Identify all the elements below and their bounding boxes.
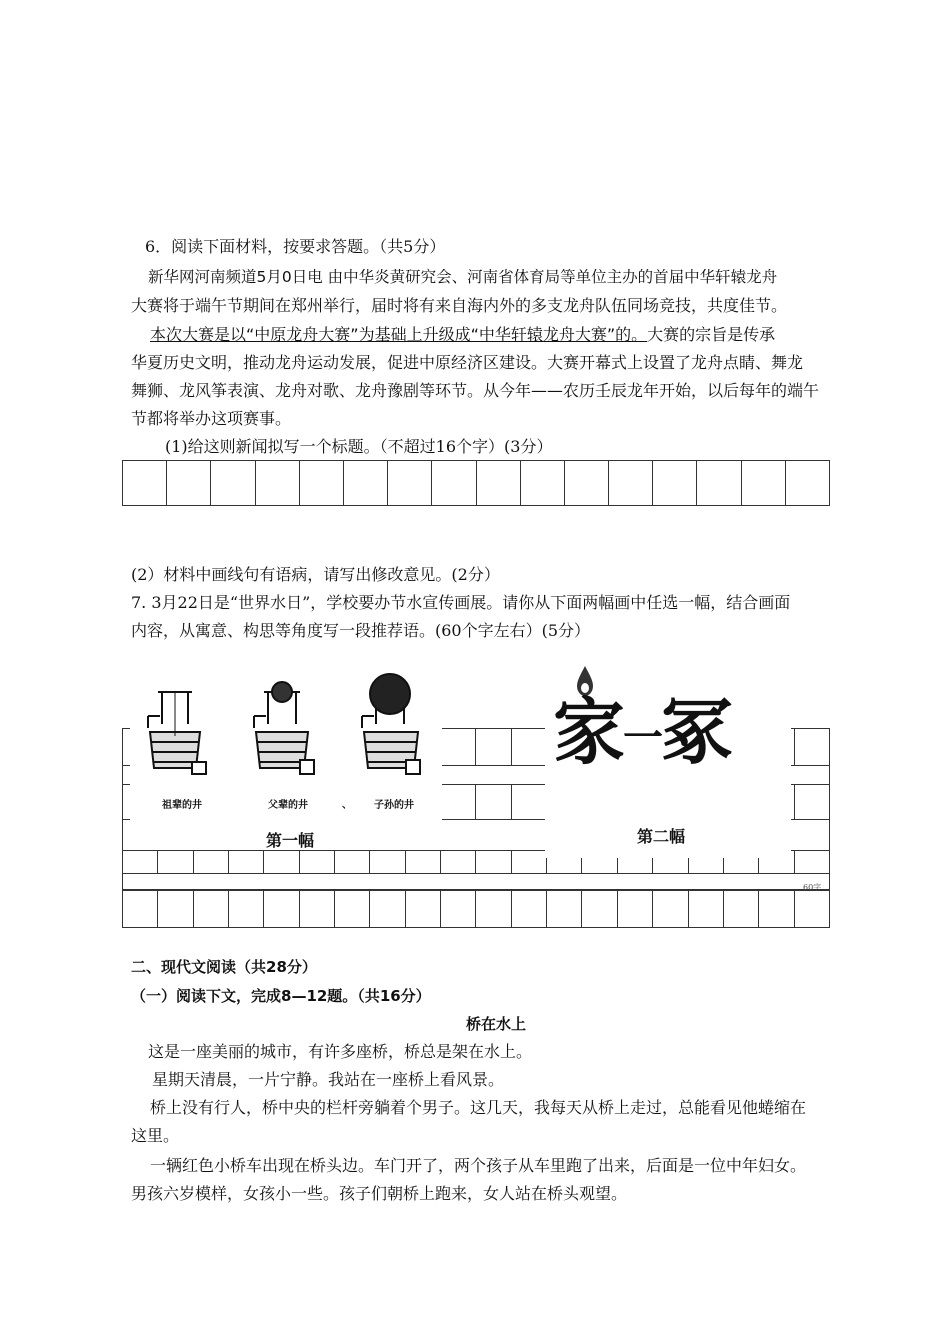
q6-para2-rest: 大赛的宗旨是传承	[647, 325, 776, 344]
q6-para1-line2: 大赛将于端午节期间在郑州举行，届时将有来自海内外的多支龙舟队伍同场竞技，共度佳节。	[131, 296, 788, 315]
grid-cell[interactable]	[742, 461, 786, 505]
grid-cell[interactable]	[786, 461, 829, 505]
q7-line1: 7. 3月22日是“世界水日”，学校要办节水宣传画展。请你从下面两幅画中任选一幅，结合画面	[131, 593, 791, 612]
grid-cell[interactable]	[256, 461, 300, 505]
well-icon	[148, 692, 206, 774]
word-count-marker: 60字	[803, 883, 822, 892]
q6-heading: 6．阅读下面材料，按要求答题。（共5分）	[145, 237, 446, 256]
q6-para2-line3: 舞狮、龙风筝表演、龙舟对歌、龙舟豫剧等环节。从今年——农历壬辰龙年开始，以后每年的端午	[131, 381, 820, 400]
q6-para2-line4: 节都将举办这项赛事。	[131, 409, 292, 428]
q6-para2-line1	[150, 324, 775, 346]
grid-cell[interactable]	[521, 461, 565, 505]
calligraphy-zhong: 冢	[661, 689, 732, 774]
section2-part1: （一）阅读下文，完成8—12题。（共16分）	[131, 987, 431, 1005]
grid-cell[interactable]	[697, 461, 741, 505]
article-p2: 星期天清晨，一片宁静。我站在一座桥上看风景。	[152, 1070, 505, 1089]
well-label-parents: 父辈的井	[268, 800, 308, 811]
grid-cell[interactable]	[609, 461, 653, 505]
well-icon	[254, 682, 314, 774]
picture-two-caption: 第二幅	[637, 827, 686, 846]
picture-one-wells	[130, 672, 442, 850]
grid-cell[interactable]	[167, 461, 211, 505]
q6-sub2: (2）材料中画线句有语病，请写出修改意见。(2分）	[131, 565, 500, 584]
well-label-grandparents: 祖辈的井	[162, 800, 202, 811]
picture-one-caption: 第一幅	[266, 831, 315, 850]
article-title: 桥在水上	[466, 1015, 527, 1033]
well-label-separator: 、	[342, 800, 352, 811]
article-p3-line2: 这里。	[131, 1126, 180, 1145]
article-p4-line2: 男孩六岁模样，女孩小一些。孩子们朝桥上跑来，女人站在桥头观望。	[131, 1184, 628, 1203]
q6-para2-line2: 华夏历史文明，推动龙舟运动发展，促进中原经济区建设。大赛开幕式上设置了龙舟点睛、舞龙	[131, 353, 804, 372]
grid-cell[interactable]	[211, 461, 255, 505]
calligraphy-row	[553, 689, 732, 778]
article-p1: 这是一座美丽的城市，有许多座桥，桥总是架在水上。	[148, 1042, 533, 1061]
q7-line2: 内容，从寓意、构思等角度写一段推荐语。(60个字左右）(5分）	[131, 621, 591, 640]
grid-cell[interactable]	[344, 461, 388, 505]
grid-cell[interactable]	[300, 461, 344, 505]
grid-row	[122, 890, 830, 928]
q6-para1-line1: 新华网河南频道5月0日电 由中华炎黄研究会、河南省体育局等单位主办的首届中华轩辕龙舟	[148, 268, 778, 286]
calligraphy-dash: 一	[623, 714, 662, 761]
q6-underlined-sentence: 本次大赛是以“中原龙舟大赛”为基础上升级成“中华轩辕龙舟大赛”的。	[150, 325, 648, 344]
section2-title: 二、现代文阅读（共28分）	[131, 958, 317, 976]
well-icon	[362, 674, 420, 774]
grid-cell[interactable]	[123, 461, 167, 505]
grid-cell[interactable]	[388, 461, 432, 505]
wells-illustration	[130, 672, 442, 850]
title-answer-grid[interactable]	[122, 460, 830, 506]
well-label-descendants: 子孙的井	[374, 800, 414, 811]
picture-two-calligraphy	[545, 658, 791, 858]
q6-sub1: (1)给这则新闻拟写一个标题。（不超过16个字）(3分）	[165, 437, 553, 456]
grid-cell[interactable]	[653, 461, 697, 505]
grid-cell[interactable]	[432, 461, 476, 505]
calligraphy-jia: 家	[553, 689, 624, 774]
article-p4-line1: 一辆红色小桥车出现在桥头边。车门开了，两个孩子从车里跑了出来，后面是一位中年妇女。	[150, 1156, 807, 1175]
grid-cell[interactable]	[565, 461, 609, 505]
article-p3-line1: 桥上没有行人，桥中央的栏杆旁躺着个男子。这几天，我每天从桥上走过，总能看见他蜷缩在	[150, 1098, 807, 1117]
grid-cell[interactable]	[477, 461, 521, 505]
